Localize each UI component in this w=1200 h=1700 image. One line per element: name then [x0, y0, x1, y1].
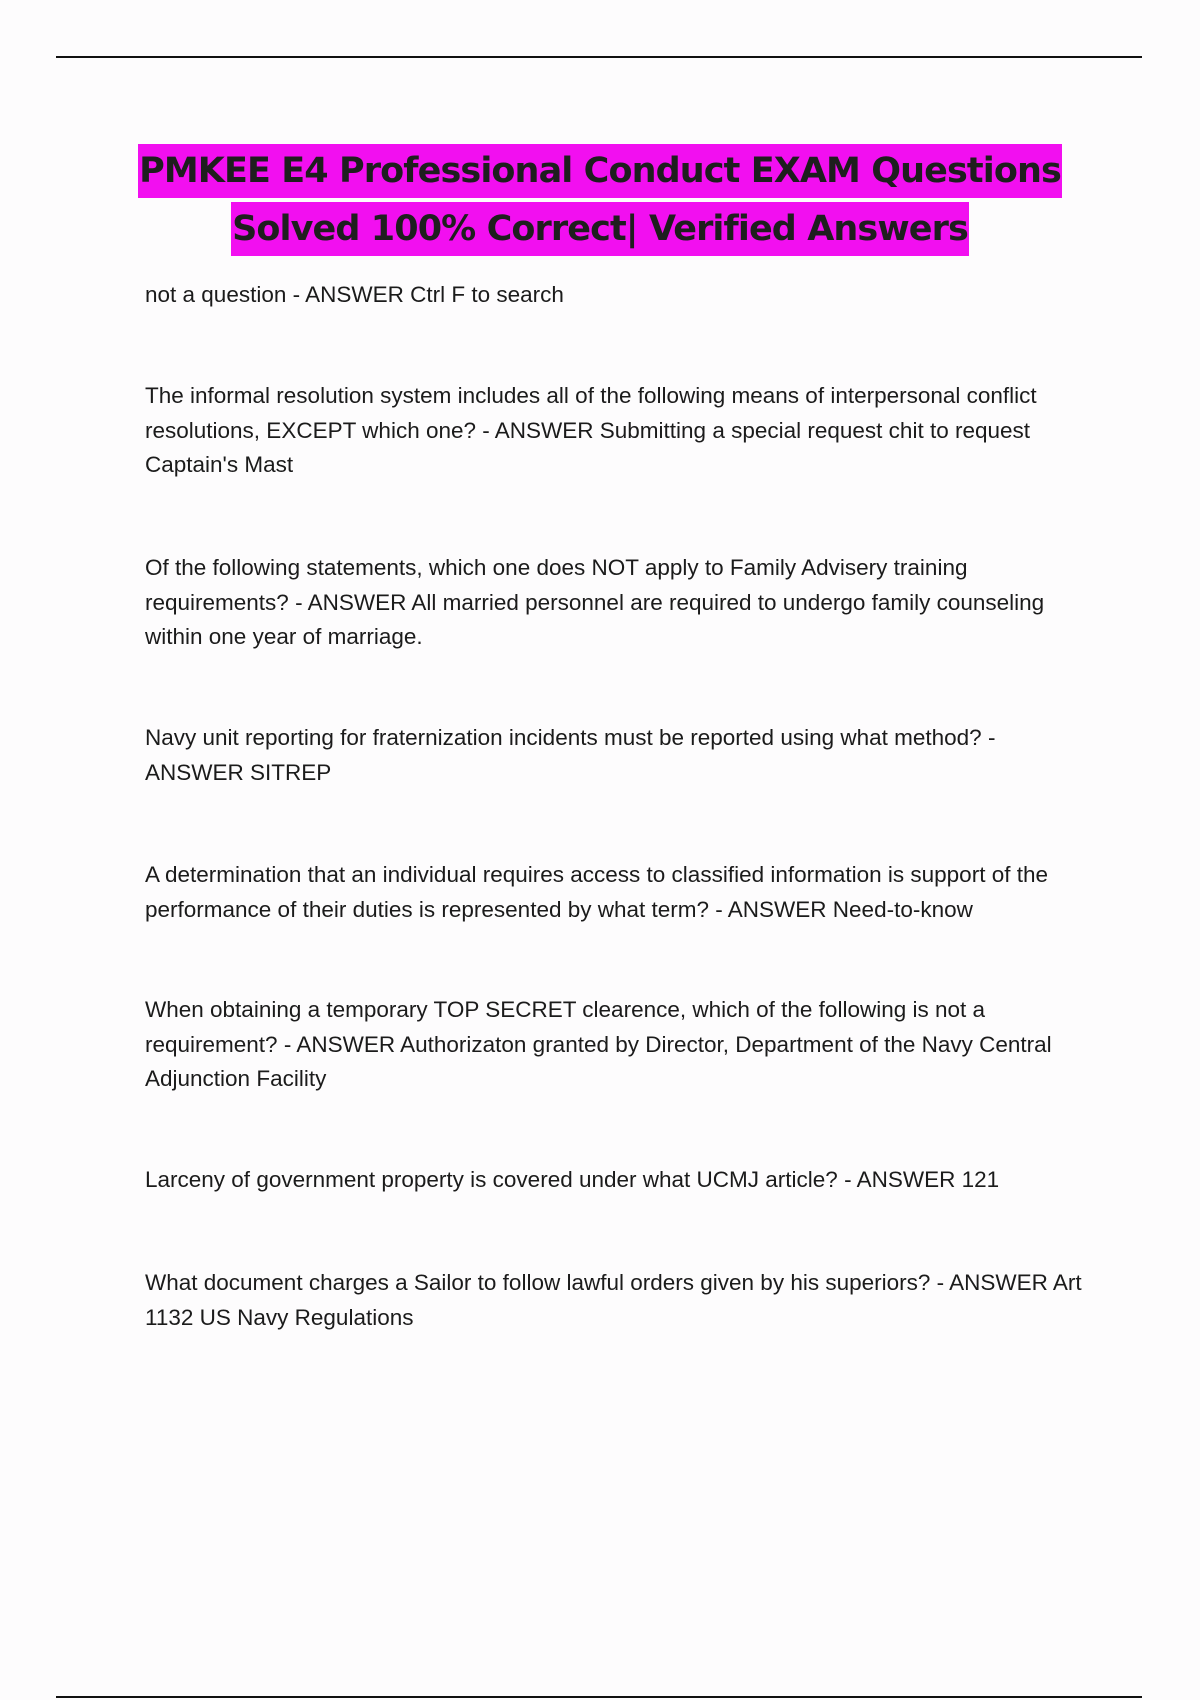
qa-item: What document charges a Sailor to follow lawful orders given by his superiors? - ANSWER Art 1132 US Navy Regulations	[145, 1270, 1082, 1330]
header-rule	[56, 56, 1142, 58]
qa-item: Of the following statements, which one does NOT apply to Family Advisery training requirements? - ANSWER All married personnel are required to undergo family counseling within one year of marriage.	[145, 555, 1045, 649]
title-line-2: Solved 100% Correct| Verified Answers	[231, 202, 969, 256]
footer-rule	[56, 1696, 1142, 1698]
qa-item: When obtaining a temporary TOP SECRET clearence, which of the following is not a requirement? - ANSWER Authorizaton granted by Director, Department of the Navy Central Adjunction Facility	[145, 997, 1052, 1091]
title-line-1: PMKEE E4 Professional Conduct EXAM Questions	[138, 144, 1062, 198]
qa-item: not a question - ANSWER Ctrl F to search	[145, 282, 564, 307]
qa-item: Larceny of government property is covered under what UCMJ article? - ANSWER 121	[145, 1167, 1000, 1192]
qa-item: A determination that an individual requires access to classified information is support of the performance of their duties is represented by what term? - ANSWER Need-to-know	[145, 862, 1048, 922]
qa-item: Navy unit reporting for fraternization incidents must be reported using what method? - ANSWER SITREP	[145, 725, 996, 785]
document-title	[0, 144, 1200, 260]
qa-item: The informal resolution system includes all of the following means of interpersonal conflict resolutions, EXCEPT which one? - ANSWER Submitting a special request chit to request Captain's Mast	[145, 383, 1037, 477]
